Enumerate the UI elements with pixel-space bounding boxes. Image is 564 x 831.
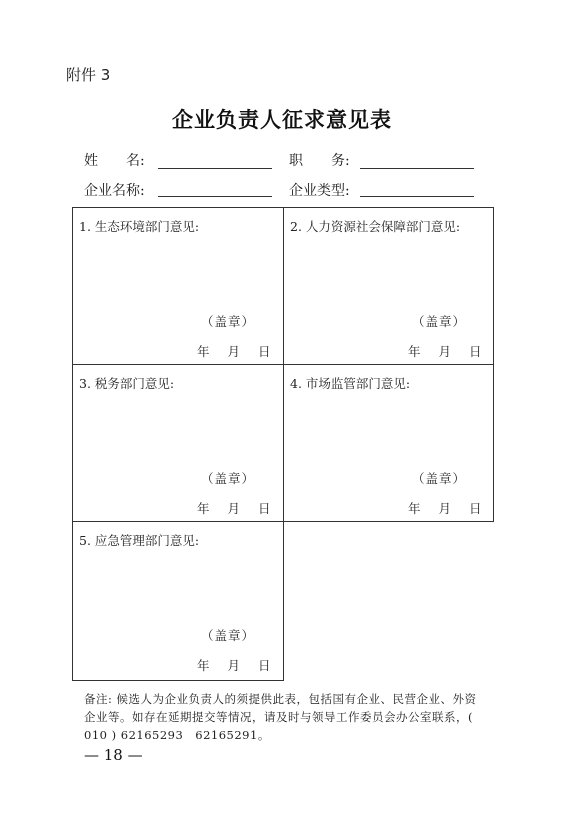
date-line: 年 月 日 [408,501,482,516]
seal-placeholder: （盖章） [412,314,467,329]
footnote: 备注: 候选人为企业负责人的须提供此表，包括国有企业、民营企业、外资企业等。如存在延期提交等情况，请及时与领导工作委员会办公室联系，( 010 ) 62165293 62165291。 [84,692,477,742]
position-line[interactable] [360,168,474,169]
section-label: 1. 生态环境部门意见: [79,219,200,234]
position-label: 职 务: [289,153,350,169]
company-name-label: 企业名称: [84,183,145,199]
date-line: 年 月 日 [408,344,482,359]
section-tax[interactable] [72,364,284,522]
seal-placeholder: （盖章） [201,471,256,486]
date-line: 年 月 日 [197,658,271,673]
section-label: 3. 税务部门意见: [79,376,175,391]
seal-placeholder: （盖章） [201,314,256,329]
date-line: 年 月 日 [197,501,271,516]
seal-placeholder: （盖章） [201,628,256,643]
name-field [84,150,145,170]
section-hr-social-security[interactable] [283,207,494,365]
date-line: 年 月 日 [197,344,271,359]
company-type-field [289,180,350,200]
attachment-label: 附件 3 [66,66,111,84]
opinion-grid [72,207,494,681]
name-label: 姓 名: [84,153,145,169]
name-line[interactable] [158,168,272,169]
section-label: 5. 应急管理部门意见: [79,533,200,548]
section-ecology[interactable] [72,207,284,365]
section-label: 4. 市场监管部门意见: [290,376,411,391]
position-field [289,150,350,170]
company-name-field [84,180,145,200]
section-market-supervision[interactable] [283,364,494,522]
company-type-line[interactable] [360,196,474,197]
company-type-label: 企业类型: [289,183,350,199]
form-title: 企业负责人征求意见表 [172,107,392,132]
seal-placeholder: （盖章） [412,471,467,486]
section-emergency-management[interactable] [72,521,284,681]
page-number: — 18 — [84,746,143,764]
section-label: 2. 人力资源社会保障部门意见: [290,219,461,234]
company-name-line[interactable] [158,196,272,197]
